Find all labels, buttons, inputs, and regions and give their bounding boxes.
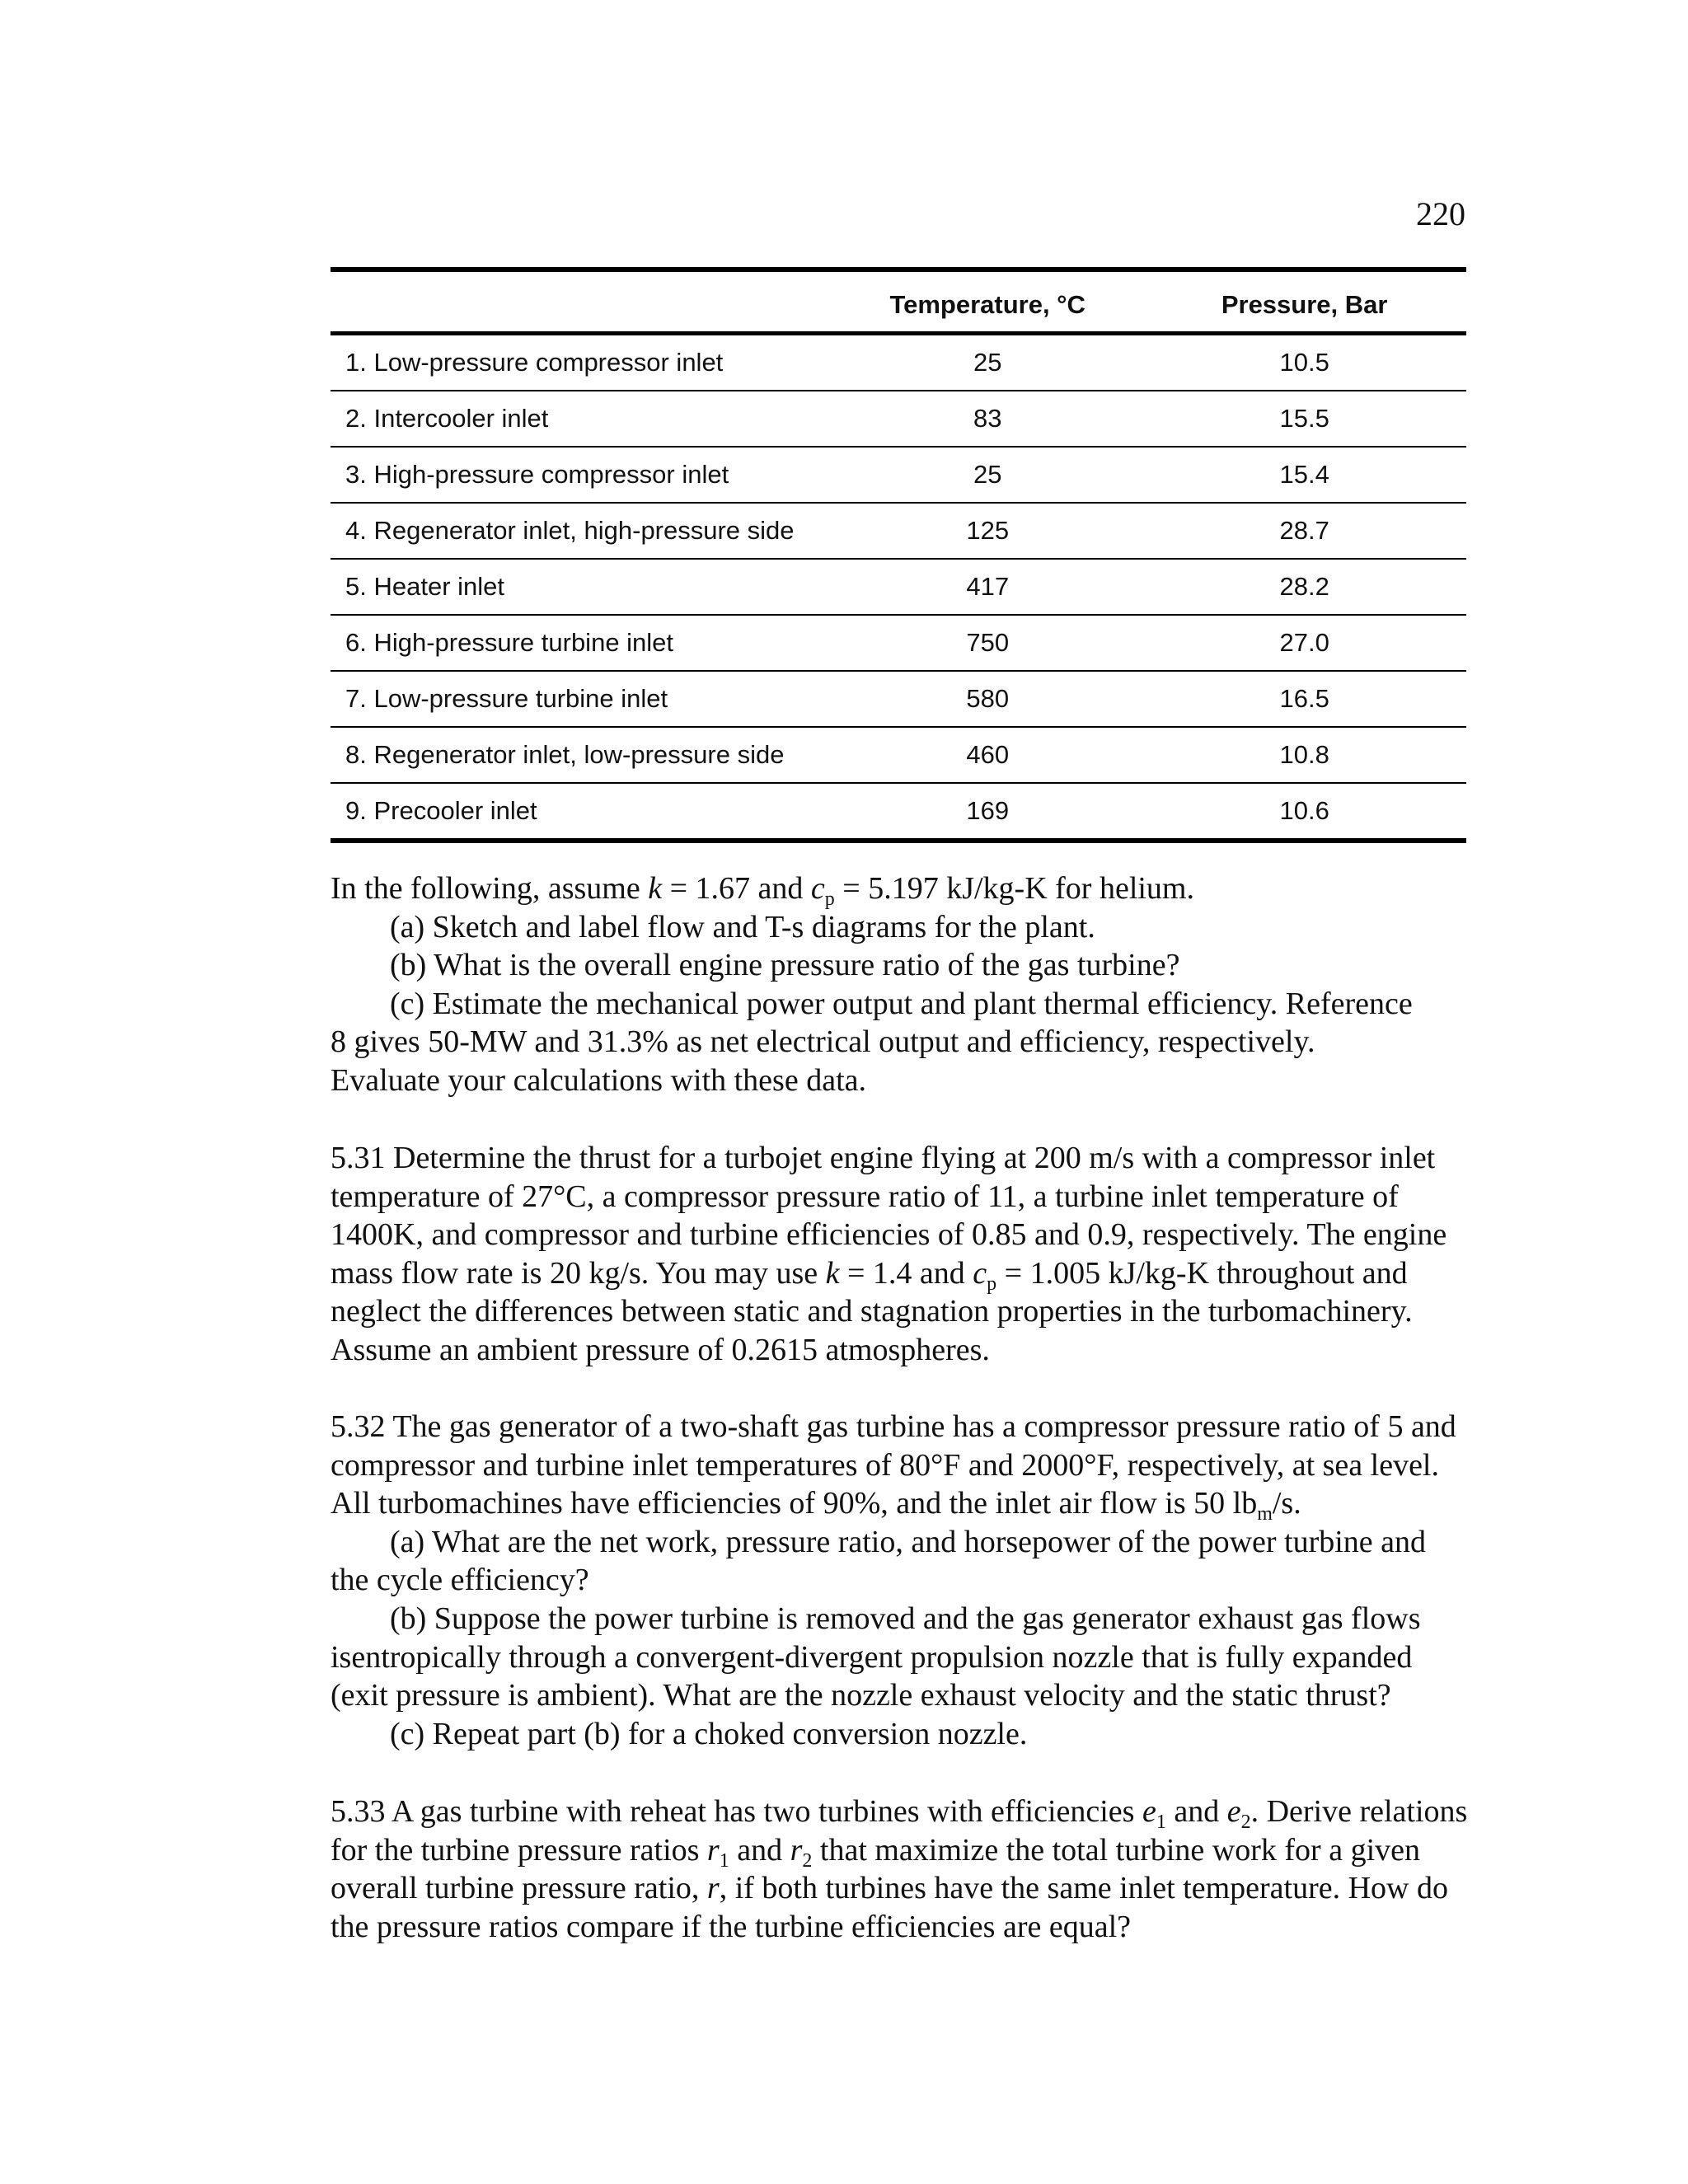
row-pressure: 16.5 (1142, 671, 1466, 727)
lbm-subscript: m (1257, 1503, 1273, 1526)
subscript: 1 (719, 1849, 729, 1872)
state-point-table-container (331, 267, 1466, 843)
row-temperature: 417 (832, 559, 1142, 615)
e-symbol: e (1142, 1794, 1156, 1829)
problem-5-33-text (331, 1793, 1468, 1946)
text-run: = 1.67 and (662, 871, 811, 906)
page-number: 220 (1416, 195, 1465, 232)
row-temperature: 25 (832, 334, 1142, 391)
table-row (331, 503, 1466, 559)
helium-part-a: (a) Sketch and label flow and T-s diagrams for the plant. (390, 909, 1095, 944)
problem-5-31-text (331, 1139, 1468, 1370)
helium-part-c-line2: 8 gives 50-MW and 31.3% as net electrical output and efficiency, respectively. (331, 1024, 1315, 1060)
row-temperature: 460 (832, 727, 1142, 783)
problem-5-32 (331, 1408, 1468, 1753)
subscript: 1 (1156, 1811, 1166, 1833)
row-temperature: 750 (832, 615, 1142, 671)
header-pressure: Pressure, Bar (1142, 269, 1466, 334)
subscript: 2 (802, 1849, 813, 1872)
text-run: that maximize the total turbine work for a given overall turbine pressure ratio, (331, 1832, 1420, 1906)
table-header-row (331, 269, 1466, 334)
problem-5-32-part-a: (a) What are the net work, pressure ratio, and horsepower of the power turbine and the cycle efficiency? (331, 1524, 1427, 1598)
cp-symbol: c (810, 871, 825, 906)
state-point-table (331, 267, 1466, 843)
row-label: 4. Regenerator inlet, high-pressure side (331, 503, 832, 559)
text-run: In the following, assume (331, 871, 649, 906)
problem-5-32-part-b: (b) Suppose the power turbine is removed and the gas generator exhaust gas flows isentropically through a convergent-divergent propulsion nozzle that is fully expanded (exit pressure is ambient). What are the nozzle exhaust velocity and the static thrust? (331, 1601, 1421, 1713)
helium-part-c-line1: (c) Estimate the mechanical power output and plant thermal efficiency. Reference (390, 986, 1413, 1021)
row-label: 5. Heater inlet (331, 559, 832, 615)
row-label: 6. High-pressure turbine inlet (331, 615, 832, 671)
helium-part-b: (b) What is the overall engine pressure ratio of the gas turbine? (390, 948, 1180, 983)
row-temperature: 169 (832, 783, 1142, 841)
text-run: and (729, 1832, 790, 1868)
row-label: 3. High-pressure compressor inlet (331, 447, 832, 503)
row-pressure: 10.6 (1142, 783, 1466, 841)
helium-assumptions-paragraph (331, 869, 1468, 1100)
k-symbol: k (648, 871, 663, 906)
row-label: 2. Intercooler inlet (331, 391, 832, 447)
problem-5-32-part-c: (c) Repeat part (b) for a choked conversion nozzle. (390, 1716, 1028, 1751)
cp-subscript: p (824, 888, 835, 910)
header-temperature: Temperature, °C (832, 269, 1142, 334)
row-label: 9. Precooler inlet (331, 783, 832, 841)
table-row (331, 783, 1466, 841)
row-pressure: 27.0 (1142, 615, 1466, 671)
k-symbol: k (825, 1255, 840, 1291)
table-row (331, 615, 1466, 671)
row-temperature: 83 (832, 391, 1142, 447)
row-temperature: 125 (832, 503, 1142, 559)
text-run: . Derive relations for the turbine pressure ratios (331, 1794, 1468, 1868)
text-run: /s. (1272, 1486, 1301, 1521)
e-symbol: e (1226, 1794, 1241, 1829)
r-symbol: r (706, 1832, 720, 1868)
problem-5-33 (331, 1793, 1468, 1946)
r-symbol: r (790, 1832, 803, 1868)
subscript: 2 (1240, 1811, 1251, 1833)
cp-symbol: c (973, 1255, 987, 1291)
text-run: = 5.197 kJ/kg-K for helium. (834, 871, 1194, 906)
row-label: 8. Regenerator inlet, low-pressure side (331, 727, 832, 783)
row-pressure: 28.7 (1142, 503, 1466, 559)
table-row (331, 727, 1466, 783)
row-pressure: 15.4 (1142, 447, 1466, 503)
row-pressure: 15.5 (1142, 391, 1466, 447)
text-run: and (1165, 1794, 1227, 1829)
row-pressure: 10.5 (1142, 334, 1466, 391)
helium-intro (331, 869, 1468, 908)
text-run: = 1.005 kJ/kg-K throughout and neglect the differences between static and stagnation properties in the turbomachinery. Assume an ambient pressure of 0.2615 atmospheres. (331, 1255, 1413, 1367)
text-run: 5.31 Determine the thrust for a turbojet engine flying at 200 m/s with a compressor inlet temperature of 27°C, a compressor pressure ratio of 11, a turbine inlet temperature of 1400K, and compressor and turbine efficiencies of 0.85 and 0.9, respectively. The engine mass flow rate is 20 kg/s. You may use (331, 1141, 1447, 1291)
problem-5-32-text (331, 1408, 1468, 1526)
text-run: 5.32 The gas generator of a two-shaft gas turbine has a compressor pressure ratio of 5 and compressor and turbine inlet temperatures of 80°F and 2000°F, respectively, at sea level. All turbomachines have efficiencies of 90%, and the inlet air flow is 50 lb (331, 1409, 1456, 1521)
row-label: 7. Low-pressure turbine inlet (331, 671, 832, 727)
table-row (331, 671, 1466, 727)
row-pressure: 10.8 (1142, 727, 1466, 783)
row-pressure: 28.2 (1142, 559, 1466, 615)
r-symbol: r (706, 1871, 720, 1906)
text-run: = 1.4 and (839, 1255, 973, 1291)
table-row (331, 334, 1466, 391)
header-label (331, 269, 832, 334)
helium-part-c-line3: Evaluate your calculations with these data. (331, 1062, 866, 1098)
text-run: , if both turbines have the same inlet temperature. How do the pressure ratios compare if the turbine efficiencies are equal? (331, 1871, 1448, 1944)
row-label: 1. Low-pressure compressor inlet (331, 334, 832, 391)
table-row (331, 447, 1466, 503)
table-row (331, 391, 1466, 447)
table-row (331, 559, 1466, 615)
text-run: 5.33 A gas turbine with reheat has two turbines with efficiencies (331, 1794, 1142, 1829)
cp-subscript: p (987, 1272, 997, 1295)
row-temperature: 580 (832, 671, 1142, 727)
row-temperature: 25 (832, 447, 1142, 503)
problem-5-31 (331, 1139, 1468, 1370)
